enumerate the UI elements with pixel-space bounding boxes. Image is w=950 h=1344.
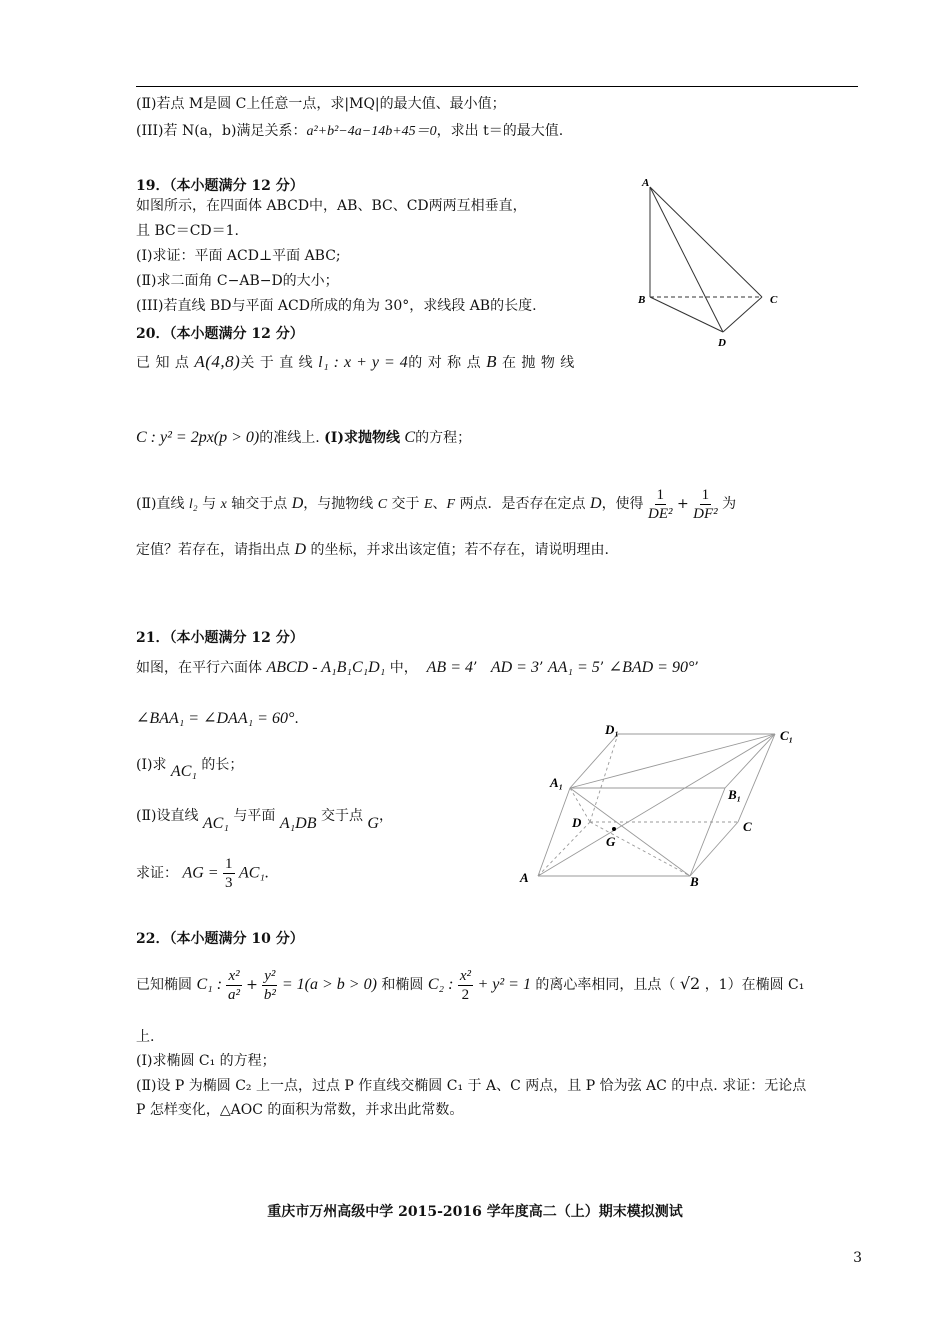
edge-db-hidden [590, 822, 690, 876]
q19-line3: (Ⅰ)求证：平面 ACD⊥平面 ABC; [136, 248, 341, 264]
q20-l1-d: 在 抛 物 线 [501, 355, 575, 371]
q20-l2-c: C [404, 429, 416, 446]
q22-sqrt2: √2 [679, 974, 701, 993]
q21-l4-f: G [367, 815, 379, 832]
q21-ab: AB = 4 [426, 659, 473, 676]
q21-l5-b: AG = [182, 864, 219, 882]
q20-l3-o: ，使得 [601, 496, 644, 512]
q20-point-a: A(4,8) [194, 352, 241, 371]
q22-line4: (Ⅱ)设 P 为椭圆 C₂ 上一点，过点 P 作直线交椭圆 C₁ 于 A、C 两点，且 P 恰为弦 AC 的中点. 求证：无论点 [136, 1078, 807, 1094]
q20-l2-a: 的准线上. [259, 430, 320, 446]
q20-frac2-den: DF² [693, 505, 718, 522]
q22-c2: C₂ : [427, 976, 454, 993]
q20-l3-c: 与 [202, 496, 217, 512]
q19-line5: (III)若直线 BD与平面 ACD所成的角为 30°，求线段 AB的长度. [136, 298, 537, 314]
q20-line-l1: l₁ : x + y = 4 [318, 354, 409, 371]
q21-l4-c: 与平面 [233, 808, 276, 824]
q18-part3-end: ，求出 t＝的最大值. [436, 123, 564, 139]
q22-c2-rest: + y² = 1 [477, 976, 531, 993]
q21-l3-a: (Ⅰ)求 [136, 757, 167, 773]
q21-solid: ABCD - A₁B₁C₁D₁ [266, 659, 386, 676]
edge-bd [650, 297, 723, 332]
tetrahedron-figure [630, 170, 790, 350]
q22-l1-b: 和椭圆 [381, 977, 424, 993]
q20-l4-b: D [294, 541, 307, 558]
edge-bb1 [690, 788, 725, 876]
q22-b2: b² [263, 986, 276, 1003]
q21-line3 [136, 755, 244, 780]
q21-l3-c: 的长； [201, 757, 244, 773]
q21-frac-num: 1 [225, 856, 233, 872]
q20-line1 [136, 352, 575, 373]
q20-line3 [136, 484, 736, 525]
q20-frac2 [693, 486, 718, 523]
label-g: G [606, 834, 616, 849]
q20-l3-a: (Ⅱ)直线 [136, 496, 185, 512]
q21-l5-c: AC₁. [238, 864, 269, 882]
q21-frac [223, 855, 235, 892]
q19-title: 19．（本小题满分 12 分） [136, 178, 304, 194]
q20-l1-c: 的 对 称 点 [408, 355, 482, 371]
q21-title: 21．（本小题满分 12 分） [136, 630, 304, 646]
label-a: A [642, 177, 650, 189]
q22-two: 2 [461, 986, 470, 1003]
q20-l3-m: 两点．是否存在定点 [459, 496, 586, 512]
q20-line4 [136, 540, 609, 560]
q21-l3-b: AC₁ [170, 763, 197, 780]
label-b: B [638, 294, 646, 306]
q21-frac-den: 3 [225, 875, 233, 891]
q21-l4-g: ， [378, 808, 393, 824]
edge-ad [650, 187, 723, 332]
q22-l1-a: 已知椭圆 [136, 977, 192, 993]
q20-l3-f: D [291, 495, 304, 512]
label-c1: C₁ [780, 728, 794, 743]
label-d: D [572, 815, 582, 830]
q20-l4-a: 定值？若存在，请指出点 [136, 542, 290, 558]
label-d1: D₁ [605, 722, 619, 737]
q21-l1-b: 中， [389, 660, 418, 676]
edge-a1b [570, 788, 690, 876]
q20-l3-k: 、 [432, 496, 447, 512]
q22-a2: a² [228, 986, 241, 1003]
diag-ac1 [538, 734, 775, 876]
q21-aa1: AA₁ = 5 [547, 659, 600, 676]
q21-line1: 如图，在平行六面体 ABCD - A₁B₁C₁D₁ 中， AB = 4’ AD = 3’ AA₁ = 5’ ∠BAD = 90°’ [136, 659, 699, 676]
q21-angles: ∠BAA₁ = ∠DAA₁ = 60° [136, 710, 295, 727]
q20-l2-b: (Ⅰ)求抛物线 [324, 430, 400, 446]
q20-l2-d: 的方程； [415, 430, 472, 446]
q20-parabola: C : y² = 2px(p > 0) [136, 429, 260, 446]
label-c: C [770, 294, 778, 306]
q21-ad: AD = 3 [490, 659, 539, 676]
q20-l3-h: C [377, 497, 388, 512]
q20-l3-d: x [220, 497, 227, 512]
q22-l1-d: ，1）在椭圆 C₁ [704, 977, 805, 993]
q20-plus: + [676, 496, 689, 512]
footer-title: 重庆市万州高级中学 2015-2016 学年度高二（上）期末模拟测试 [267, 1204, 683, 1220]
q18-part3-text: (III)若 N(a，b)满足关系： [136, 123, 307, 139]
q20-l1-a: 已 知 点 [136, 355, 190, 371]
q22-line5: P 怎样变化，△AOC 的面积为常数，并求出此常数。 [136, 1102, 464, 1118]
edge-cc1 [738, 734, 775, 822]
q21-bad: ∠BAD = 90° [608, 659, 695, 676]
q22-frac-y [262, 967, 277, 1004]
edge-b1c1 [725, 734, 775, 788]
edge-aa1 [538, 788, 570, 876]
edge-cd [723, 297, 762, 332]
label-a1: A₁ [550, 775, 564, 790]
q22-line2: 上. [136, 1029, 155, 1045]
label-c: C [743, 819, 752, 834]
q18-part3 [136, 121, 563, 142]
edge-ac [650, 187, 762, 297]
edge-bc [690, 822, 738, 876]
q20-l3-g: ，与抛物线 [303, 496, 374, 512]
q21-l4-a: (Ⅱ)设直线 [136, 808, 199, 824]
edge-a1d1 [570, 734, 618, 788]
diag-a1c1 [570, 734, 775, 788]
q21-l1-a: 如图，在平行六面体 [136, 660, 262, 676]
page-number: 3 [853, 1250, 862, 1266]
q18-part2: (Ⅱ)若点 M是圆 C上任意一点，求|MQ|的最大值、最小值； [136, 96, 506, 112]
q18-equation: a²+b²−4a−14b+45＝0 [306, 124, 437, 139]
q20-frac1 [648, 486, 673, 523]
q20-l3-b: l₂ [188, 497, 198, 512]
q20-frac2-num: 1 [701, 486, 710, 503]
q20-l3-i: 交于 [391, 496, 420, 512]
q19-line1: 如图所示，在四面体 ABCD中，AB、BC、CD两两互相垂直， [136, 198, 527, 214]
q22-line1: 已知椭圆 C₁ : $\frac{\text{x²}}{\text{a²}}$ + $\frac{\text{y²}}{\text{b²}}$ = 1(a > b > 0) 和椭圆 C₂ : $\frac{\text{x²}}{2}$ + y² = 1 的离心率相同，且点（ √2 ，1）在椭圆 C₁ [136, 967, 805, 1003]
q22-c1: C₁ : [196, 976, 223, 993]
q21-line4 [136, 806, 393, 832]
q21-line5 [136, 855, 269, 892]
q20-l3-j: E [423, 497, 433, 512]
label-b: B [690, 874, 699, 889]
header-rule [136, 86, 858, 87]
q20-l1-b: 关 于 直 线 [240, 355, 314, 371]
q20-l3-l: F [446, 497, 456, 512]
q20-l3-n: D [590, 495, 602, 512]
point-g [612, 827, 616, 831]
q21-l4-d: A₁DB [279, 815, 317, 832]
q22-x2: x² [228, 967, 240, 984]
edge-dd1-hidden [590, 734, 618, 822]
q20-l3-p: 为 [722, 496, 737, 512]
q21-l4-e: 交于点 [320, 808, 363, 824]
label-b1: B₁ [728, 787, 742, 802]
q21-line2: ∠BAA₁ = ∠DAA₁ = 60°. [136, 710, 299, 727]
q22-l1-c: 的离心率相同，且点（ [535, 977, 676, 993]
q22-y2: y² [264, 967, 276, 984]
q20-title: 20．（本小题满分 12 分） [136, 326, 304, 342]
q20-frac1-num: 1 [656, 486, 665, 503]
q21-l5-a: 求证： [136, 865, 178, 882]
q19-line4: (Ⅱ)求二面角 C−AB−D的大小； [136, 273, 339, 289]
q20-frac1-den: DE² [648, 505, 673, 522]
q22-x2b: x² [459, 967, 471, 984]
q22-line3: (Ⅰ)求椭圆 C₁ 的方程； [136, 1053, 276, 1069]
q21-l4-b: AC₁ [202, 815, 229, 832]
label-a: A [520, 870, 529, 885]
q20-l4-c: 的坐标，并求出该定值；若不存在，请说明理由. [310, 542, 609, 558]
parallelepiped-figure [510, 716, 810, 896]
q20-line2 [136, 428, 471, 448]
q20-point-b: B [486, 352, 497, 371]
q22-frac-c2 [458, 967, 473, 1004]
q19-line2: 且 BC＝CD＝1. [136, 223, 240, 239]
q20-l3-e: 轴交于点 [231, 496, 288, 512]
q22-cond: = 1(a > b > 0) [281, 976, 377, 993]
q22-frac-x [226, 967, 241, 1004]
label-d: D [718, 337, 726, 349]
q22-title: 22．（本小题满分 10 分） [136, 931, 304, 947]
